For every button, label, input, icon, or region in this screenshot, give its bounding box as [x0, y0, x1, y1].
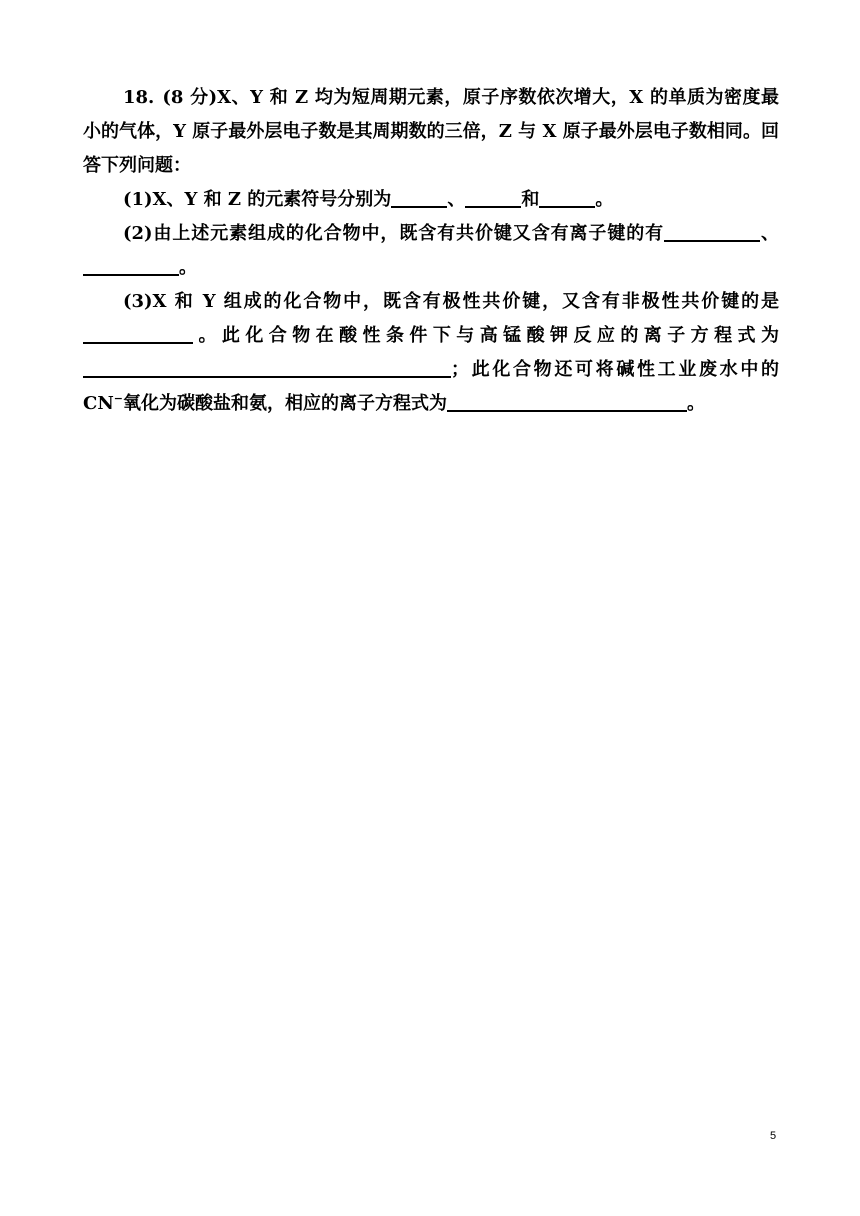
answer-blank-compound-xy[interactable]: [83, 322, 193, 344]
part-1: [83, 183, 779, 217]
part-2-end: 。: [179, 257, 197, 278]
part-2-sep1: 、: [760, 223, 780, 244]
part-3-mid3: 氧化为碳酸盐和氨，相应的离子方程式为: [123, 393, 447, 414]
part-3-mid2: ；此化合物还可将碱性工业废水中的 CN: [83, 359, 779, 414]
part-2-prefix: (2)由上述元素组成的化合物中，既含有共价键又含有离子键的有: [123, 223, 665, 244]
part-1-sep1: 、: [447, 189, 466, 210]
part-3-prefix: (3)X 和 Y 组成的化合物中，既含有极性共价键，又含有非极性共价键的是: [123, 291, 779, 312]
part-3-end: 。: [687, 393, 705, 414]
page-number: 5: [770, 1130, 777, 1142]
answer-blank-compound-1[interactable]: [664, 220, 760, 242]
part-2: [83, 217, 779, 285]
part-3: [83, 285, 779, 421]
part-1-prefix: (1)X、Y 和 Z 的元素符号分别为: [123, 189, 392, 210]
answer-blank-equation-2[interactable]: [447, 390, 687, 412]
cn-charge-superscript: −: [113, 392, 123, 405]
question-18: [83, 81, 779, 421]
answer-blank-equation-1[interactable]: [83, 356, 451, 378]
answer-blank-compound-2[interactable]: [83, 254, 179, 276]
part-1-end: 。: [595, 189, 614, 210]
question-score: (8 分): [162, 87, 218, 108]
part-1-sep2: 和: [521, 189, 540, 210]
answer-blank-x[interactable]: [391, 186, 447, 208]
question-stem: [83, 81, 779, 183]
question-stem-text: X、Y 和 Z 均为短周期元素，原子序数依次增大，X 的单质为密度最小的气体，Y 原子最外层电子数是其周期数的三倍，Z 与 X 原子最外层电子数相同。回答下列问题：: [83, 87, 779, 176]
answer-blank-z[interactable]: [539, 186, 595, 208]
answer-blank-y[interactable]: [465, 186, 521, 208]
part-3-mid1: 。此化合物在酸性条件下与高锰酸钾反应的离子方程式为: [193, 325, 779, 346]
question-number: 18.: [123, 87, 155, 108]
